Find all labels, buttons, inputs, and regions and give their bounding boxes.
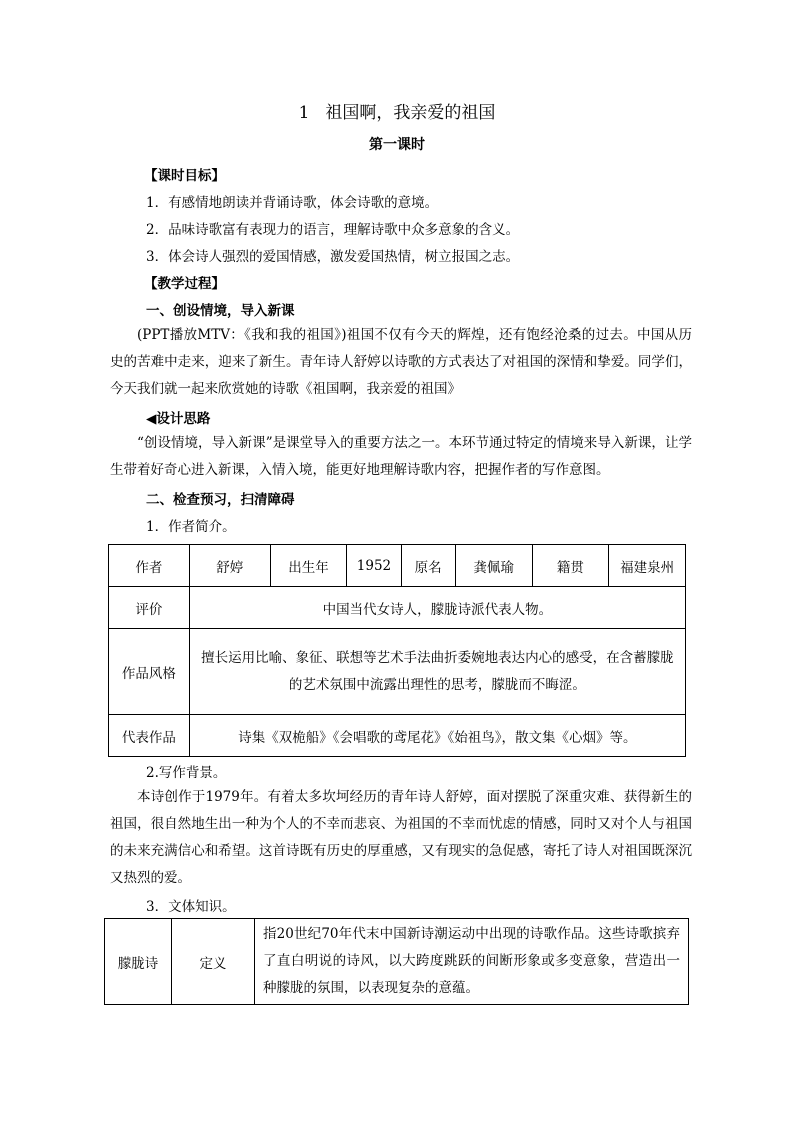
design-text: “创设情境，导入新课”是课堂导入的重要方法之一。本环节通过特定的情境来导入新课，让学生带着好奇心进入新课，入情入境，能更好地理解诗歌内容，把握作者的写作意图。 xyxy=(110,435,692,478)
table-row xyxy=(109,715,686,757)
background-label: 2.写作背景。 xyxy=(146,765,227,781)
design-paragraph xyxy=(110,430,692,484)
genre-label: 3．文体知识。 xyxy=(146,899,236,915)
author-intro-label: 1．作者简介。 xyxy=(146,519,236,535)
background-paragraph xyxy=(110,784,692,892)
author-name-cell: 舒婷 xyxy=(189,545,270,587)
genre-definition-cell: 指20世纪70年代末中国新诗潮运动中出现的诗歌作品。这些诗歌摈弃了直白明说的诗风，以大跨度跳跃的间断形象或多变意象，营造出一种朦胧的氛围，以表现复杂的意蕴。 xyxy=(255,919,689,1005)
works-label-cell: 代表作品 xyxy=(109,715,190,757)
birth-year-cell: 1952 xyxy=(347,545,401,587)
table-row xyxy=(109,545,686,587)
table-row xyxy=(105,919,689,1005)
design-heading: ◀设计思路 xyxy=(146,411,211,427)
original-name-label-cell: 原名 xyxy=(401,545,455,587)
section1-text: (PPT播放MTV：《我和我的祖国》)祖国不仅有今天的辉煌，还有饱经沧桑的过去。中国从历史的苦难中走来，迎来了新生。青年诗人舒婷以诗歌的方式表达了对祖国的深情和挚爱。同学们，今天我们就一起来欣赏她的诗歌《祖国啊，我亲爱的祖国》 xyxy=(110,327,692,397)
table-row xyxy=(109,629,686,715)
lesson-title xyxy=(0,98,794,123)
evaluation-cell: 中国当代女诗人，朦胧诗派代表人物。 xyxy=(189,587,685,629)
lesson-period: 第一课时 xyxy=(369,137,425,153)
goal-item-3: 3．体会诗人强烈的爱国情感，激发爱国热情，树立报国之志。 xyxy=(146,249,520,265)
works-cell: 诗集《双桅船》《会唱歌的鸢尾花》《始祖鸟》，散文集《心烟》等。 xyxy=(189,715,685,757)
evaluation-label-cell: 评价 xyxy=(109,587,190,629)
genre-term-cell: 朦胧诗 xyxy=(105,919,172,1005)
section1-paragraph xyxy=(110,322,692,403)
original-name-cell: 龚佩瑜 xyxy=(455,545,532,587)
style-label-cell: 作品风格 xyxy=(109,629,190,715)
goal-item-1: 1．有感情地朗读并背诵诗歌，体会诗歌的意境。 xyxy=(146,195,439,211)
author-table xyxy=(108,544,686,757)
hometown-cell: 福建泉州 xyxy=(609,545,686,587)
lesson-number: 1 xyxy=(298,103,310,123)
section1-heading: 一、创设情境，导入新课 xyxy=(146,303,295,319)
birth-year-label-cell: 出生年 xyxy=(270,545,347,587)
genre-table xyxy=(104,918,689,1005)
section2-heading: 二、检查预习，扫清障碍 xyxy=(146,492,295,508)
lesson-title-text: 祖国啊，我亲爱的祖国 xyxy=(325,103,496,123)
table-row xyxy=(109,587,686,629)
process-heading: 【教学过程】 xyxy=(144,276,225,292)
author-label-cell: 作者 xyxy=(109,545,190,587)
background-text: 本诗创作于1979年。有着太多坎坷经历的青年诗人舒婷，面对摆脱了深重灾难、获得新生的祖国，很自然地生出一种为个人的不幸而悲哀、为祖国的不幸而忧虑的情感，同时又对个人与祖国的未来充满信心和希望。这首诗既有历史的厚重感，又有现实的急促感，寄托了诗人对祖国既深沉又热烈的爱。 xyxy=(110,789,692,886)
hometown-label-cell: 籍贯 xyxy=(532,545,609,587)
genre-definition-label-cell: 定义 xyxy=(172,919,255,1005)
style-cell: 擅长运用比喻、象征、联想等艺术手法曲折委婉地表达内心的感受，在含蓄朦胧的艺术氛围中流露出理性的思考，朦胧而不晦涩。 xyxy=(189,629,685,715)
goals-heading: 【课时目标】 xyxy=(144,168,225,184)
goal-item-2: 2．品味诗歌富有表现力的语言，理解诗歌中众多意象的含义。 xyxy=(146,222,520,238)
